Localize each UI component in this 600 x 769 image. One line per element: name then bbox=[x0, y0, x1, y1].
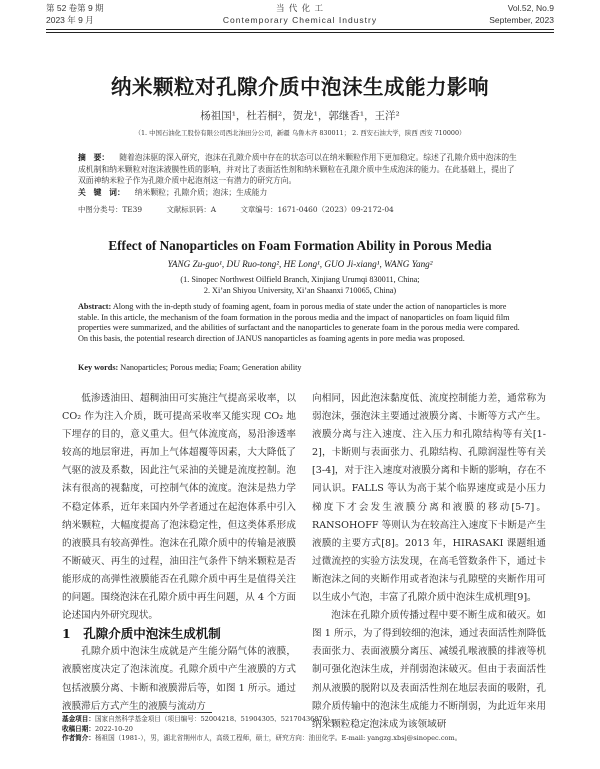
volume-issue-cn: 第 52 卷第 9 期 bbox=[46, 3, 104, 13]
authors-cn: 杨祖国¹，杜若桐²，贺龙¹，郭继香¹，王洋² bbox=[200, 110, 400, 122]
title-cn: 纳米颗粒对孔隙介质中泡沫生成能力影响 bbox=[111, 75, 489, 99]
author-bio-text: 杨祖国（1981-），男，湖北省荆州市人，高级工程师，硕士，研究方向：油田化学。E-mail: yangzg.xbsj@sinopec.com。 bbox=[94, 734, 462, 743]
author-bio-label: 作者简介： bbox=[62, 734, 95, 743]
abstract-cn-text: 随着泡沫驱的深入研究，泡沫在孔隙介质中存在的状态可以在纳米颗粒作用下更加稳定。综述了孔隙介质中泡沫的生成机制和纳米颗粒对泡沫液膜性质的影响，并对比了表面活性剂和纳米颗粒在孔隙介质中生成泡沫的能力。在此基础上，提出了双面神纳米粒子作为孔隙介质中起泡剂这一有潜力的研究方向。 bbox=[78, 153, 517, 186]
keywords-en-label: Key words: bbox=[78, 363, 119, 372]
footnote-rule bbox=[62, 712, 212, 713]
body-paragraph: 向相同，因此泡沫黏度低、流度控制能力差，通常称为弱泡沫，强泡沫主要通过液膜分离、卡断等方式产生。液膜分离与注入速度、注入压力和孔隙结构等有关[1-2]，卡断则与表面张力、孔隙结构、孔隙润湿性等有关[3-4]，对于注入速度对液膜分离和卡断的影响，存在不同认识。FALLS 等认为高于某个临界速度或是小压力梯度下才会发生液膜分离和液膜的移动[5-7]。RANSOHOFF 等则认为在较高注入速度下卡断是产生液膜的主要方式[8]。2013 年，HIRASAKI 课题组通过微流控的实验方法发现，在高毛管数条件下，通过卡断泡沫之间的夹断作用或者泡沫与孔隙壁的夹断作用可以生成小气泡，丰富了孔隙介质中泡沫生成机理[9]。 bbox=[312, 393, 546, 604]
body-paragraph: 孔隙介质中泡沫生成就是产生能分隔气体的液膜，液膜密度决定了泡沫流度。孔隙介质中产生液膜的方式包括液膜分离、卡断和液膜滞后等，如图 1 所示。通过液膜滞后方式产生的液膜与流动方 bbox=[62, 646, 296, 712]
footnote-author bbox=[62, 734, 550, 744]
keywords-cn-label: 关 键 词： bbox=[78, 187, 125, 197]
abstract-cn-label: 摘 要： bbox=[78, 153, 110, 162]
running-header bbox=[46, 2, 554, 30]
article-number: 文章编号：1671-0460（2023）09-2172-04 bbox=[240, 205, 394, 214]
affiliation-cn: （1. 中国石油化工股份有限公司西北油田分公司，新疆 乌鲁木齐 830011； 2. 西安石油大学，陕西 西安 710000） bbox=[134, 129, 466, 137]
footnote-received bbox=[62, 725, 550, 735]
journal-name-cn: 当 代 化 工 bbox=[275, 3, 325, 13]
fund-label: 基金项目： bbox=[62, 715, 95, 723]
title-en: Effect of Nanoparticles on Foam Formation Ability in Porous Media bbox=[108, 238, 492, 253]
abstract-en bbox=[78, 302, 522, 344]
journal-name-en: Contemporary Chemical Industry bbox=[222, 15, 378, 25]
keywords-en-text: Nanoparticles; Porous media; Foam; Generation ability bbox=[120, 363, 302, 372]
header-rule-thin bbox=[46, 32, 554, 33]
footnote bbox=[62, 715, 550, 744]
received-date: 2022-10-20 bbox=[94, 724, 133, 733]
classification-line bbox=[78, 204, 522, 215]
header-right bbox=[489, 2, 554, 26]
abstract-cn bbox=[78, 152, 522, 198]
header-center bbox=[46, 2, 554, 26]
body-paragraph: 低渗透油田、超稠油田可实施注气提高采收率，以 CO₂ 作为注入介质，既可提高采收率又能实现 CO₂ 地下埋存的目的，意义重大。但气体流度高，易沿渗透率较高的地层窜进，再加上气体超覆等因素，大大降低了气驱的波及系数，因此注气采油的关键是流度控制。泡沫有很高的视黏度，可控制气体的流度。泡沫是热力学不稳定体系，近年来国内外学者通过在起泡体系中引入纳米颗粒，大幅度提高了泡沫稳定性，但这类体系形成的液膜具有较高弹性。泡沫在孔隙介质中的传输是液膜不断破灭、再生的过程，油田注气条件下纳米颗粒是否能形成的高弹性液膜能否在孔隙介质中再生是值得关注的问题。围绕泡沫在孔隙介质中再生问题，从 4 个方面论述国内外研究现状。 bbox=[62, 393, 296, 622]
header-rule-thick bbox=[46, 29, 554, 30]
received-label: 收稿日期： bbox=[62, 724, 95, 733]
keywords-en bbox=[78, 363, 522, 372]
section-heading: 1 孔隙介质中泡沫生成机制 bbox=[62, 626, 221, 642]
affiliation-en-line1: (1. Sinopec Northwest Oilfield Branch, Xinjiang Urumqi 830011, China; bbox=[180, 275, 420, 284]
abstract-en-label: Abstract: bbox=[78, 302, 112, 311]
authors-en: YANG Zu-guo¹, DU Ruo-tong², HE Long¹, GUO Ji-xiang¹, WANG Yang² bbox=[167, 259, 433, 269]
date-cn: 2023 年 9 月 bbox=[46, 15, 94, 25]
keywords-cn-text: 纳米颗粒；孔隙介质；泡沫；生成能力 bbox=[134, 187, 268, 197]
body-column-right bbox=[312, 390, 546, 734]
affiliation-en-line2: 2. Xi’an Shiyou University, Xi’an Shaanxi 710065, China) bbox=[203, 286, 397, 295]
body-column-left bbox=[62, 390, 296, 716]
body-paragraph: 泡沫在孔隙介质传播过程中要不断生成和破灭。如图 1 所示，为了得到较细的泡沫，通过表面活性剂降低表面张力、表面液膜分离压、减缓孔喉液膜的排液等机制可强化泡沫生成，并削弱泡沫破灭。但由于表面活性剂从液膜的脱附以及表面活性剂在地层表面的吸附，孔隙介质传输中的泡沫生成能力不断削弱，为此近年来用纳米颗粒稳定泡沫成为该领域研 bbox=[312, 610, 546, 730]
footnote-fund bbox=[62, 715, 550, 725]
fund-text: 国家自然科学基金项目（项目编号：52004218、51904305、52170436876）。 bbox=[94, 715, 337, 723]
date-en: September, 2023 bbox=[489, 15, 554, 25]
affiliation-en bbox=[0, 274, 600, 296]
abstract-en-text: Along with the in-depth study of foaming agent, foam in porous media of state under the action of nanoparticles is more stable. In this article, the mechanism of the foam formation in the porous media and the impact of nanoparticles on foam liquid film properties were summarized, and the abilities of surfactant and the nanoparticles to generate foam in the porous media were compared. On this basis, the potential research direction of JANUS nanoparticles as foaming agents in pore media was proposed. bbox=[78, 302, 520, 343]
volume-issue-en: Vol.52, No.9 bbox=[507, 3, 554, 13]
clc-number: 中图分类号：TE39 bbox=[78, 205, 143, 214]
document-code: 文献标识码：A bbox=[166, 205, 217, 214]
